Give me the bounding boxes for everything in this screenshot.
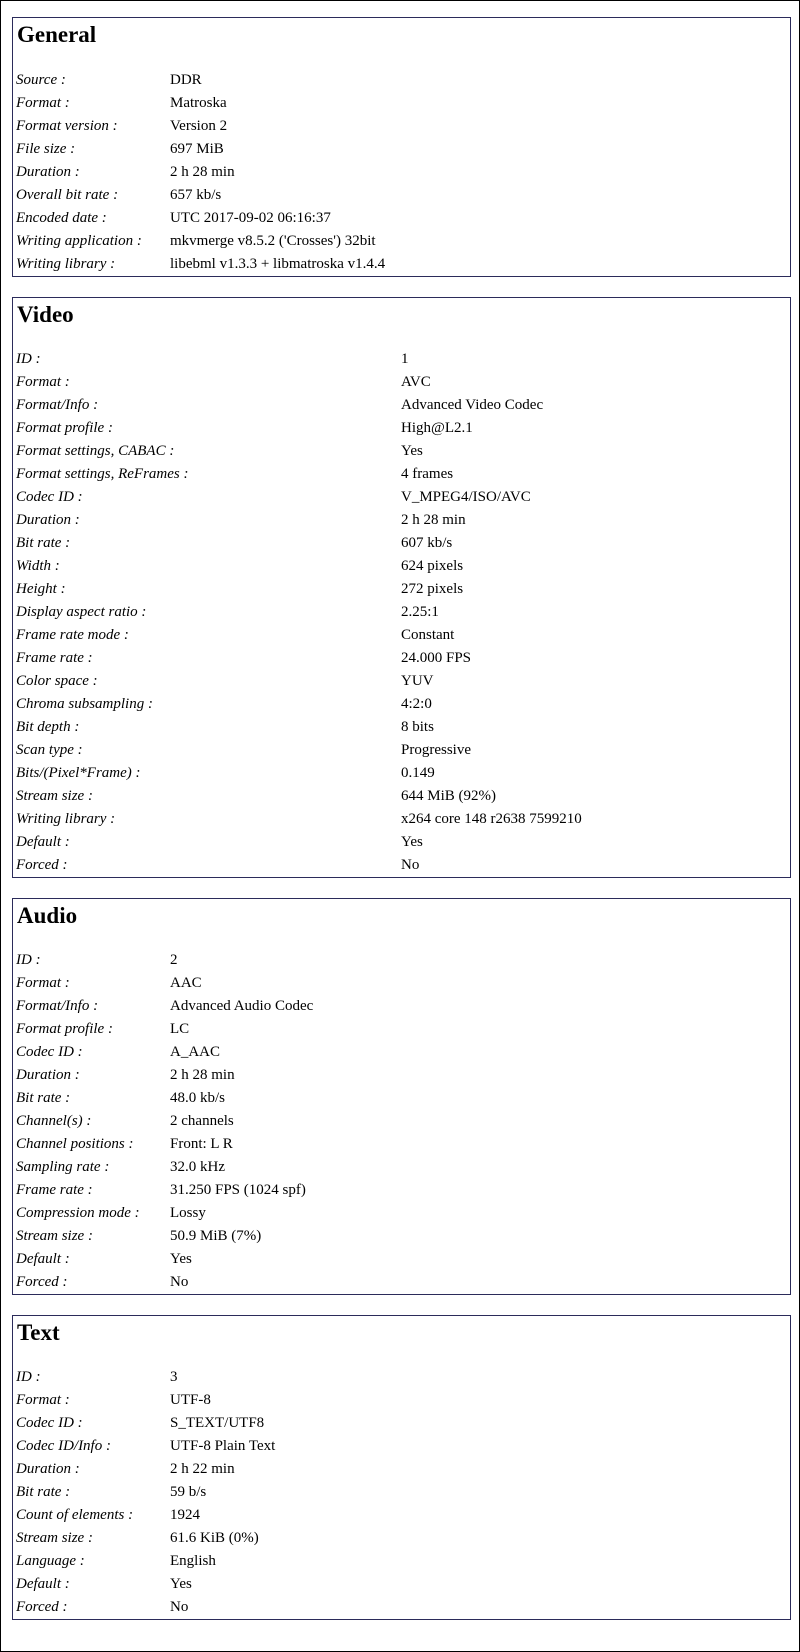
field-value: 4 frames	[401, 466, 454, 482]
info-row	[16, 1225, 790, 1248]
field-label: Duration :	[16, 164, 80, 180]
field-value: 4:2:0	[401, 696, 432, 712]
info-row	[16, 1481, 790, 1504]
section-title: Text	[17, 1320, 60, 1345]
section-title: General	[17, 22, 97, 47]
text-section	[12, 1315, 791, 1620]
field-value: No	[170, 1274, 189, 1290]
info-row	[16, 138, 790, 161]
field-label: Format/Info :	[16, 998, 99, 1014]
field-label: Bit rate :	[16, 1484, 71, 1500]
field-label: Format version :	[16, 118, 118, 134]
field-value: Constant	[401, 627, 455, 643]
video-section	[12, 297, 791, 878]
field-label: Bit rate :	[16, 535, 71, 551]
field-label: Stream size :	[16, 1530, 93, 1546]
info-row	[16, 808, 790, 831]
section-title: Audio	[17, 903, 78, 928]
field-label: Scan type :	[16, 742, 83, 758]
field-value: UTF-8	[170, 1392, 211, 1408]
field-value: 24.000 FPS	[401, 650, 472, 666]
info-row	[16, 509, 790, 532]
field-label: Bits/(Pixel*Frame) :	[16, 765, 141, 781]
field-label: Count of elements :	[16, 1507, 134, 1523]
field-value: 32.0 kHz	[170, 1159, 225, 1175]
field-label: File size :	[16, 141, 76, 157]
field-value: 59 b/s	[170, 1484, 207, 1500]
field-value: AVC	[401, 374, 431, 390]
field-label: Chroma subsampling :	[16, 696, 153, 712]
info-row	[16, 972, 790, 995]
field-label: Language :	[16, 1553, 85, 1569]
field-value: 61.6 KiB (0%)	[170, 1530, 259, 1546]
info-row	[16, 440, 790, 463]
field-value: Yes	[401, 834, 423, 850]
info-row	[16, 1389, 790, 1412]
info-row	[16, 253, 790, 276]
field-value: 1	[401, 351, 409, 367]
field-value: 2 h 22 min	[170, 1461, 235, 1477]
field-value: 31.250 FPS (1024 spf)	[170, 1182, 306, 1198]
field-value: No	[401, 857, 420, 873]
field-label: Stream size :	[16, 788, 93, 804]
field-label: Format :	[16, 374, 70, 390]
info-row	[16, 1156, 790, 1179]
field-label: Default :	[16, 1576, 70, 1592]
info-rows	[16, 69, 790, 276]
field-value: 8 bits	[401, 719, 434, 735]
field-label: Duration :	[16, 512, 80, 528]
info-row	[16, 1018, 790, 1041]
info-row	[16, 739, 790, 762]
field-value: libebml v1.3.3 + libmatroska v1.4.4	[170, 256, 386, 272]
field-label: Format profile :	[16, 1021, 113, 1037]
field-label: Format :	[16, 1392, 70, 1408]
info-row	[16, 394, 790, 417]
info-row	[16, 184, 790, 207]
field-label: Overall bit rate :	[16, 187, 119, 203]
field-value: LC	[170, 1021, 190, 1037]
info-row	[16, 348, 790, 371]
info-row	[16, 371, 790, 394]
field-label: Compression mode :	[16, 1205, 140, 1221]
field-label: Duration :	[16, 1067, 80, 1083]
field-value: Yes	[401, 443, 423, 459]
field-value: 2.25:1	[401, 604, 439, 620]
field-value: Advanced Video Codec	[401, 397, 544, 413]
info-row	[16, 1248, 790, 1271]
info-row	[16, 1064, 790, 1087]
field-label: Format settings, ReFrames :	[16, 466, 189, 482]
info-row	[16, 230, 790, 253]
info-row	[16, 578, 790, 601]
field-value: DDR	[170, 72, 202, 88]
field-label: Forced :	[16, 1274, 68, 1290]
field-value: Version 2	[170, 118, 228, 134]
field-value: 2 h 28 min	[401, 512, 466, 528]
info-row	[16, 207, 790, 230]
info-row	[16, 1110, 790, 1133]
field-value: 50.9 MiB (7%)	[170, 1228, 262, 1244]
field-value: 48.0 kb/s	[170, 1090, 226, 1106]
field-value: Advanced Audio Codec	[170, 998, 314, 1014]
field-value: UTC 2017-09-02 06:16:37	[170, 210, 331, 226]
field-label: Codec ID/Info :	[16, 1438, 111, 1454]
field-value: English	[170, 1553, 216, 1569]
field-value: 607 kb/s	[401, 535, 453, 551]
field-value: Yes	[170, 1251, 192, 1267]
info-row	[16, 785, 790, 808]
field-value: Matroska	[170, 95, 227, 111]
info-row	[16, 1271, 790, 1294]
field-value: High@L2.1	[401, 420, 473, 436]
info-row	[16, 647, 790, 670]
info-row	[16, 1133, 790, 1156]
info-row	[16, 949, 790, 972]
info-row	[16, 693, 790, 716]
field-value: 2 h 28 min	[170, 164, 235, 180]
info-row	[16, 1202, 790, 1225]
field-label: Stream size :	[16, 1228, 93, 1244]
field-label: ID :	[16, 351, 41, 367]
info-row	[16, 417, 790, 440]
field-value: 2 h 28 min	[170, 1067, 235, 1083]
field-label: Width :	[16, 558, 60, 574]
field-value: x264 core 148 r2638 7599210	[401, 811, 582, 827]
field-label: Forced :	[16, 1599, 68, 1615]
info-row	[16, 670, 790, 693]
field-value: Progressive	[401, 742, 471, 758]
info-row	[16, 532, 790, 555]
field-label: Height :	[16, 581, 66, 597]
field-label: Default :	[16, 1251, 70, 1267]
field-label: Codec ID :	[16, 1044, 83, 1060]
field-value: V_MPEG4/ISO/AVC	[401, 489, 531, 505]
field-label: ID :	[16, 1369, 41, 1385]
field-value: 697 MiB	[170, 141, 224, 157]
field-label: Channel(s) :	[16, 1113, 92, 1129]
info-row	[16, 1550, 790, 1573]
field-label: Color space :	[16, 673, 98, 689]
field-value: UTF-8 Plain Text	[170, 1438, 276, 1454]
info-row	[16, 555, 790, 578]
field-label: Format :	[16, 975, 70, 991]
field-label: Sampling rate :	[16, 1159, 110, 1175]
field-label: Forced :	[16, 857, 68, 873]
info-row	[16, 831, 790, 854]
field-label: Bit rate :	[16, 1090, 71, 1106]
info-row	[16, 1573, 790, 1596]
info-row	[16, 1179, 790, 1202]
info-row	[16, 1435, 790, 1458]
field-value: 1924	[170, 1507, 200, 1523]
field-label: Codec ID :	[16, 489, 83, 505]
audio-section	[12, 898, 791, 1295]
section-title: Video	[17, 302, 74, 327]
field-label: Frame rate :	[16, 650, 93, 666]
info-row	[16, 92, 790, 115]
field-label: Writing library :	[16, 811, 116, 827]
info-rows	[16, 949, 790, 1294]
info-row	[16, 995, 790, 1018]
field-label: Encoded date :	[16, 210, 107, 226]
field-label: Format settings, CABAC :	[16, 443, 175, 459]
field-value: Yes	[170, 1576, 192, 1592]
field-value: Lossy	[170, 1205, 206, 1221]
field-label: Format profile :	[16, 420, 113, 436]
info-row	[16, 486, 790, 509]
info-rows	[16, 348, 790, 877]
field-value: 272 pixels	[401, 581, 464, 597]
info-row	[16, 1504, 790, 1527]
general-section	[12, 17, 791, 277]
field-label: Channel positions :	[16, 1136, 134, 1152]
field-value: S_TEXT/UTF8	[170, 1415, 265, 1431]
info-row	[16, 1087, 790, 1110]
field-label: Frame rate :	[16, 1182, 93, 1198]
field-value: No	[170, 1599, 189, 1615]
field-label: Format/Info :	[16, 397, 99, 413]
field-value: A_AAC	[170, 1044, 221, 1060]
info-row	[16, 854, 790, 877]
info-row	[16, 1041, 790, 1064]
info-row	[16, 1366, 790, 1389]
field-value: Front: L R	[170, 1136, 233, 1152]
info-row	[16, 624, 790, 647]
field-label: Display aspect ratio :	[16, 604, 147, 620]
field-value: 3	[170, 1369, 178, 1385]
field-label: Format :	[16, 95, 70, 111]
field-value: mkvmerge v8.5.2 ('Crosses') 32bit	[170, 233, 376, 249]
field-value: 657 kb/s	[170, 187, 222, 203]
info-row	[16, 601, 790, 624]
field-label: Duration :	[16, 1461, 80, 1477]
field-value: AAC	[170, 975, 202, 991]
info-row	[16, 1458, 790, 1481]
info-row	[16, 69, 790, 92]
field-label: Source :	[16, 72, 66, 88]
info-rows	[16, 1366, 790, 1619]
info-row	[16, 762, 790, 785]
field-value: 0.149	[401, 765, 435, 781]
field-label: Frame rate mode :	[16, 627, 129, 643]
field-label: ID :	[16, 952, 41, 968]
field-label: Default :	[16, 834, 70, 850]
field-value: 624 pixels	[401, 558, 464, 574]
info-row	[16, 161, 790, 184]
info-row	[16, 463, 790, 486]
field-label: Bit depth :	[16, 719, 80, 735]
field-value: 2 channels	[170, 1113, 234, 1129]
field-label: Codec ID :	[16, 1415, 83, 1431]
field-label: Writing library :	[16, 256, 116, 272]
field-value: 644 MiB (92%)	[401, 788, 496, 804]
info-row	[16, 115, 790, 138]
field-value: YUV	[401, 673, 434, 689]
field-label: Writing application :	[16, 233, 142, 249]
info-row	[16, 1596, 790, 1619]
info-row	[16, 1412, 790, 1435]
info-row	[16, 1527, 790, 1550]
info-row	[16, 716, 790, 739]
field-value: 2	[170, 952, 178, 968]
